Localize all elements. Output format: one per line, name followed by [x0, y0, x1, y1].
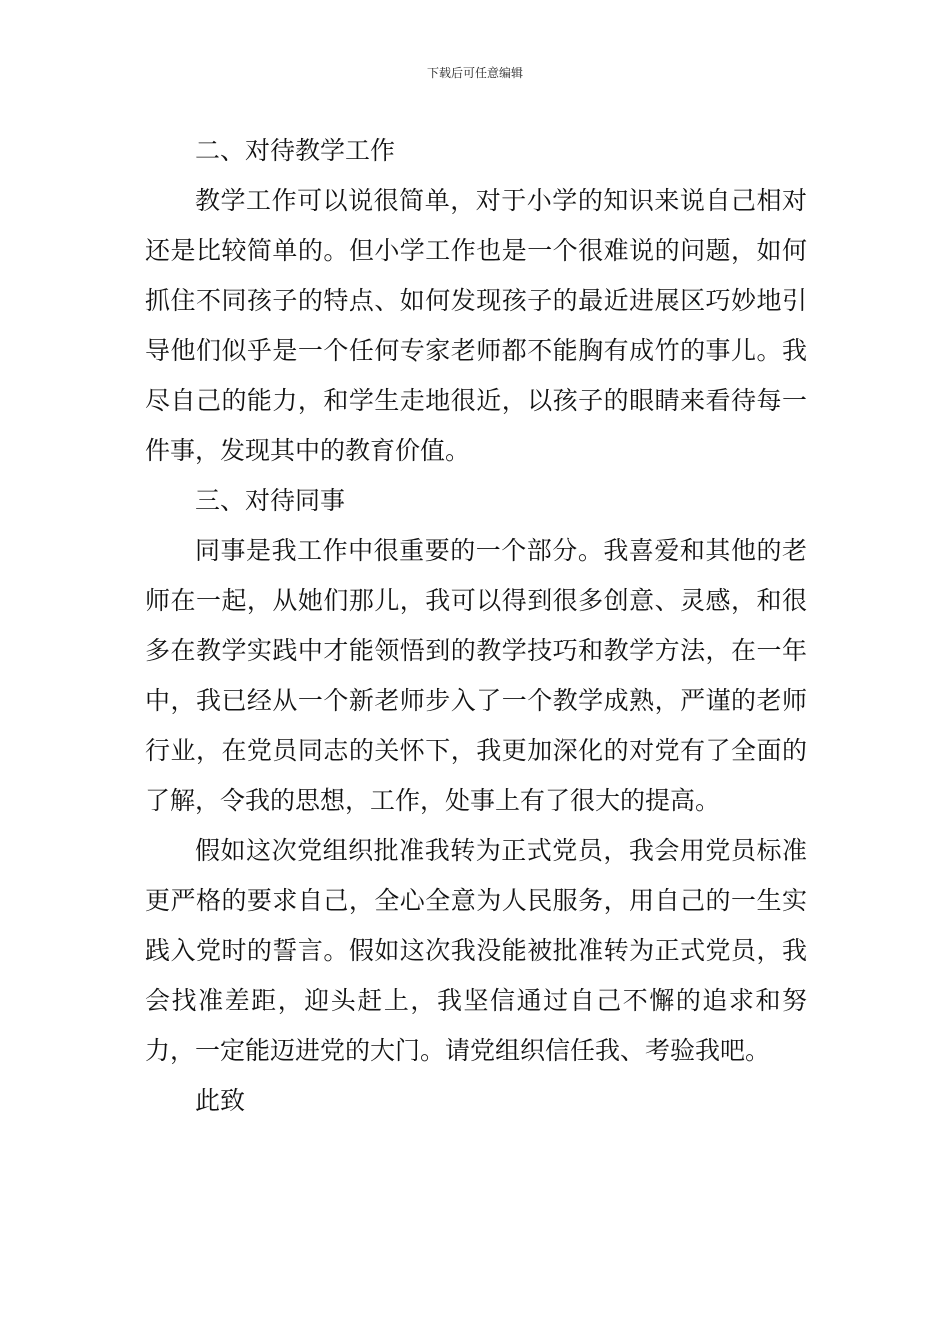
section-heading-teaching: 二、对待教学工作: [195, 136, 396, 165]
page-header: 下载后可任意编辑: [426, 66, 523, 80]
section-heading-colleagues: 三、对待同事: [195, 486, 346, 515]
paragraph-teaching: 教学工作可以说很简单，对于小学的知识来说自己相对还是比较简单的。但小学工作也是一个很难说的问题，如何抓住不同孩子的特点、如何发现孩子的最近进展区巧妙地引导他们似乎是一个任何专家老师都不能胸有成竹的事儿。我尽自己的能力，和学生走地很近，以孩子的眼睛来看待每一件事，发现其中的教育价值。: [145, 186, 807, 465]
paragraph-colleagues: 同事是我工作中很重要的一个部分。我喜爱和其他的老师在一起，从她们那儿，我可以得到很多创意、灵感，和很多在教学实践中才能领悟到的教学技巧和教学方法，在一年中，我已经从一个新老师步入了一个教学成熟，严谨的老师行业，在党员同志的关怀下，我更加深化的对党有了全面的了解，令我的思想，工作，处事上有了很大的提高。: [145, 536, 807, 815]
paragraph-commitment: 假如这次党组织批准我转为正式党员，我会用党员标准更严格的要求自己，全心全意为人民服务，用自己的一生实践入党时的誓言。假如这次我没能被批准转为正式党员，我会找准差距，迎头赶上，我坚信通过自己不懈的追求和努力，一定能迈进党的大门。请党组织信任我、考验我吧。: [145, 836, 807, 1065]
document-body: [145, 126, 807, 1126]
closing-salutation: 此致: [195, 1086, 246, 1115]
